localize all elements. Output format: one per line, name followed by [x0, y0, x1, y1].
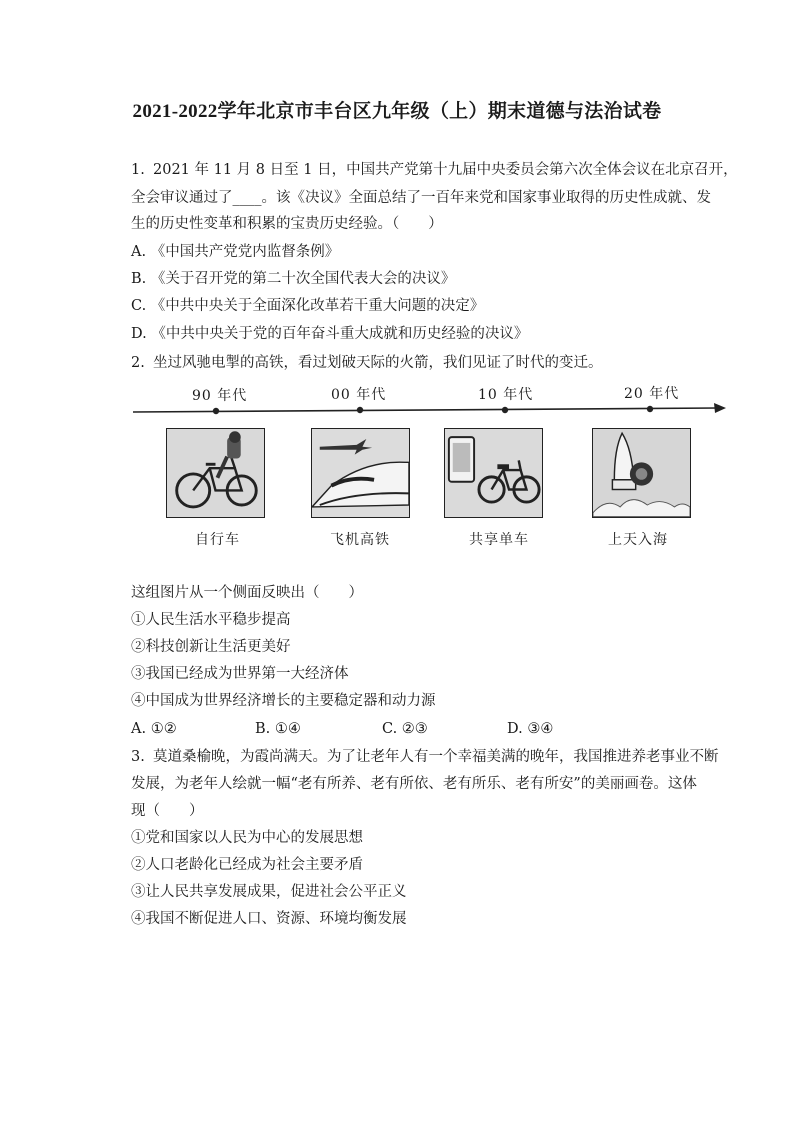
bicycle-icon — [167, 429, 264, 517]
shared-bike-icon — [445, 429, 542, 517]
q2-text-1: 坐过风驰电掣的高铁，看过划破天际的火箭，我们见证了时代的变迁。 — [153, 355, 603, 371]
q3-item-4: ④我国不断促进人口、资源、环境均衡发展 — [131, 911, 407, 927]
timeline-dot-90s — [213, 408, 219, 414]
q1-number: 1. — [131, 162, 145, 178]
q2-item-3: ③我国已经成为世界第一大经济体 — [131, 666, 349, 682]
era-label-90s: 90 年代 — [192, 388, 248, 404]
q3-item-1: ①党和国家以人民为中心的发展思想 — [131, 830, 363, 846]
q2-number: 2. — [131, 355, 145, 371]
shared-bike-image — [444, 428, 543, 518]
timeline-arrowhead — [714, 403, 726, 413]
q2-stem: 这组图片从一个侧面反映出（ ） — [131, 585, 363, 601]
rocket-icon — [593, 429, 690, 517]
exam-title: 2021-2022学年北京市丰台区九年级（上）期末道德与法治试卷 — [132, 101, 662, 122]
era-label-20s: 20 年代 — [624, 386, 680, 402]
q1-text-1: 2021 年 11 月 8 日至 1 日，中国共产党第十九届中央委员会第六次全体会议在北京召开， — [153, 162, 738, 178]
timeline-dot-20s — [647, 406, 653, 412]
q3-item-2: ②人口老龄化已经成为社会主要矛盾 — [131, 857, 363, 873]
era-label-00s: 00 年代 — [331, 387, 387, 403]
q1-option-a[interactable]: A. 《中国共产党党内监督条例》 — [131, 244, 340, 260]
q1-line-2: 全会审议通过了____。该《决议》全面总结了一百年来党和国家事业取得的历史性成就、发 — [131, 190, 711, 206]
caption-shared-bike: 共享单车 — [469, 532, 529, 548]
q2-choice-c[interactable]: C. ②③ — [382, 721, 428, 737]
q3-line-3: 现（ ） — [131, 803, 204, 819]
caption-bicycle: 自行车 — [195, 532, 240, 548]
q2-item-1: ①人民生活水平稳步提高 — [131, 612, 291, 628]
q3-line-1 — [131, 747, 719, 767]
q2-choice-b[interactable]: B. ①④ — [255, 721, 301, 737]
caption-plane-train: 飞机高铁 — [330, 532, 390, 548]
q2-item-4: ④中国成为世界经济增长的主要稳定器和动力源 — [131, 693, 436, 709]
rocket-image — [592, 428, 691, 518]
plane-train-image — [311, 428, 410, 518]
q3-number: 3. — [131, 749, 145, 765]
q1-line-1 — [131, 160, 738, 180]
era-label-10s: 10 年代 — [478, 387, 534, 403]
q3-line-2: 发展，为老年人绘就一幅“老有所养、老有所依、老有所乐、老有所安”的美丽画卷。这体 — [131, 776, 697, 792]
q2-choice-d[interactable]: D. ③④ — [507, 721, 554, 737]
q3-text-1: 莫道桑榆晚，为霞尚满天。为了让老年人有一个幸福美满的晚年，我国推进养老事业不断 — [153, 749, 719, 765]
q2-line-1 — [131, 353, 603, 373]
timeline-dot-10s — [502, 407, 508, 413]
plane-train-icon — [312, 429, 409, 517]
q2-item-2: ②科技创新让生活更美好 — [131, 639, 291, 655]
q1-line-3: 生的历史性变革和积累的宝贵历史经验。（ ） — [131, 216, 443, 232]
q2-choice-a[interactable]: A. ①② — [131, 721, 177, 737]
q1-option-c[interactable]: C. 《中共中央关于全面深化改革若干重大问题的决定》 — [131, 298, 485, 314]
timeline-dot-00s — [357, 407, 363, 413]
timeline-axis — [133, 408, 718, 412]
q1-option-d[interactable]: D. 《中共中央关于党的百年奋斗重大成就和历史经验的决议》 — [131, 326, 529, 342]
q3-item-3: ③让人民共享发展成果，促进社会公平正义 — [131, 884, 407, 900]
q1-option-b[interactable]: B. 《关于召开党的第二十次全国代表大会的决议》 — [131, 271, 456, 287]
bicycle-image — [166, 428, 265, 518]
caption-rocket: 上天入海 — [608, 532, 668, 548]
